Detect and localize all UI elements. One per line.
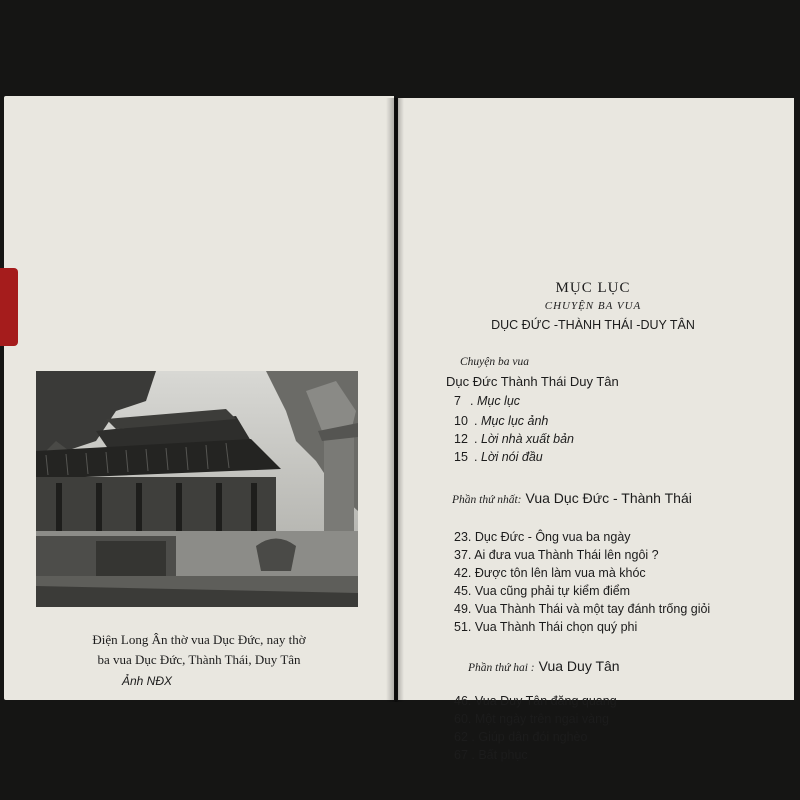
toc-entry: 7 . Mục lục — [454, 394, 521, 408]
toc-entry: 42. Được tôn lên làm vua mà khóc — [454, 566, 646, 580]
toc-title: MỤC LỤC — [555, 280, 631, 296]
photo-credit: Ảnh NĐX — [122, 674, 173, 688]
photo-caption-line1: Điện Long Ân thờ vua Dục Đức, nay thờ — [92, 632, 306, 647]
red-bookmark-tab — [0, 268, 18, 346]
part2-heading: Phần thứ hai : Vua Duy Tân — [468, 658, 620, 674]
series-title: Dục Đức Thành Thái Duy Tân — [446, 374, 619, 389]
toc-subtitle: DỤC ĐỨC -THÀNH THÁI -DUY TÂN — [491, 318, 695, 332]
right-page — [398, 98, 794, 762]
temple-photo — [36, 371, 358, 607]
toc-entry: 12 . Lời nhà xuất bản — [454, 432, 574, 446]
toc-entry: 62 . Giúp dân đói nghèo — [454, 730, 588, 744]
book-gutter — [386, 98, 404, 702]
toc-entry: 51. Vua Thành Thái chọn quý phi — [454, 620, 638, 634]
toc-entry: 67 . Bất phục — [454, 748, 528, 762]
toc-entry: 60. Một ngày trên ngai vàng — [454, 712, 609, 726]
toc-entry: 10 . Mục lục ảnh — [454, 414, 549, 428]
toc-entry: 37. Ai đưa vua Thành Thái lên ngôi ? — [454, 548, 659, 562]
left-page — [4, 96, 394, 700]
toc-entry: 15 . Lời nói đầu — [454, 450, 543, 464]
toc-subtitle-script: CHUYỆN BA VUA — [544, 300, 642, 312]
photo-caption-line2: ba vua Dục Đức, Thành Thái, Duy Tân — [97, 652, 301, 667]
toc-entry: 23. Dục Đức - Ông vua ba ngày — [454, 530, 631, 544]
toc-entry: 45. Vua cũng phải tự kiểm điểm — [454, 584, 631, 598]
part1-heading: Phần thứ nhất: Vua Dục Đức - Thành Thái — [452, 490, 692, 506]
toc-entry: 46. Vua Duy Tân đăng quang — [454, 694, 617, 708]
series-script: Chuyện ba vua — [460, 356, 529, 368]
toc-entry: 49. Vua Thành Thái và một tay đánh trống giỏi — [454, 602, 711, 616]
